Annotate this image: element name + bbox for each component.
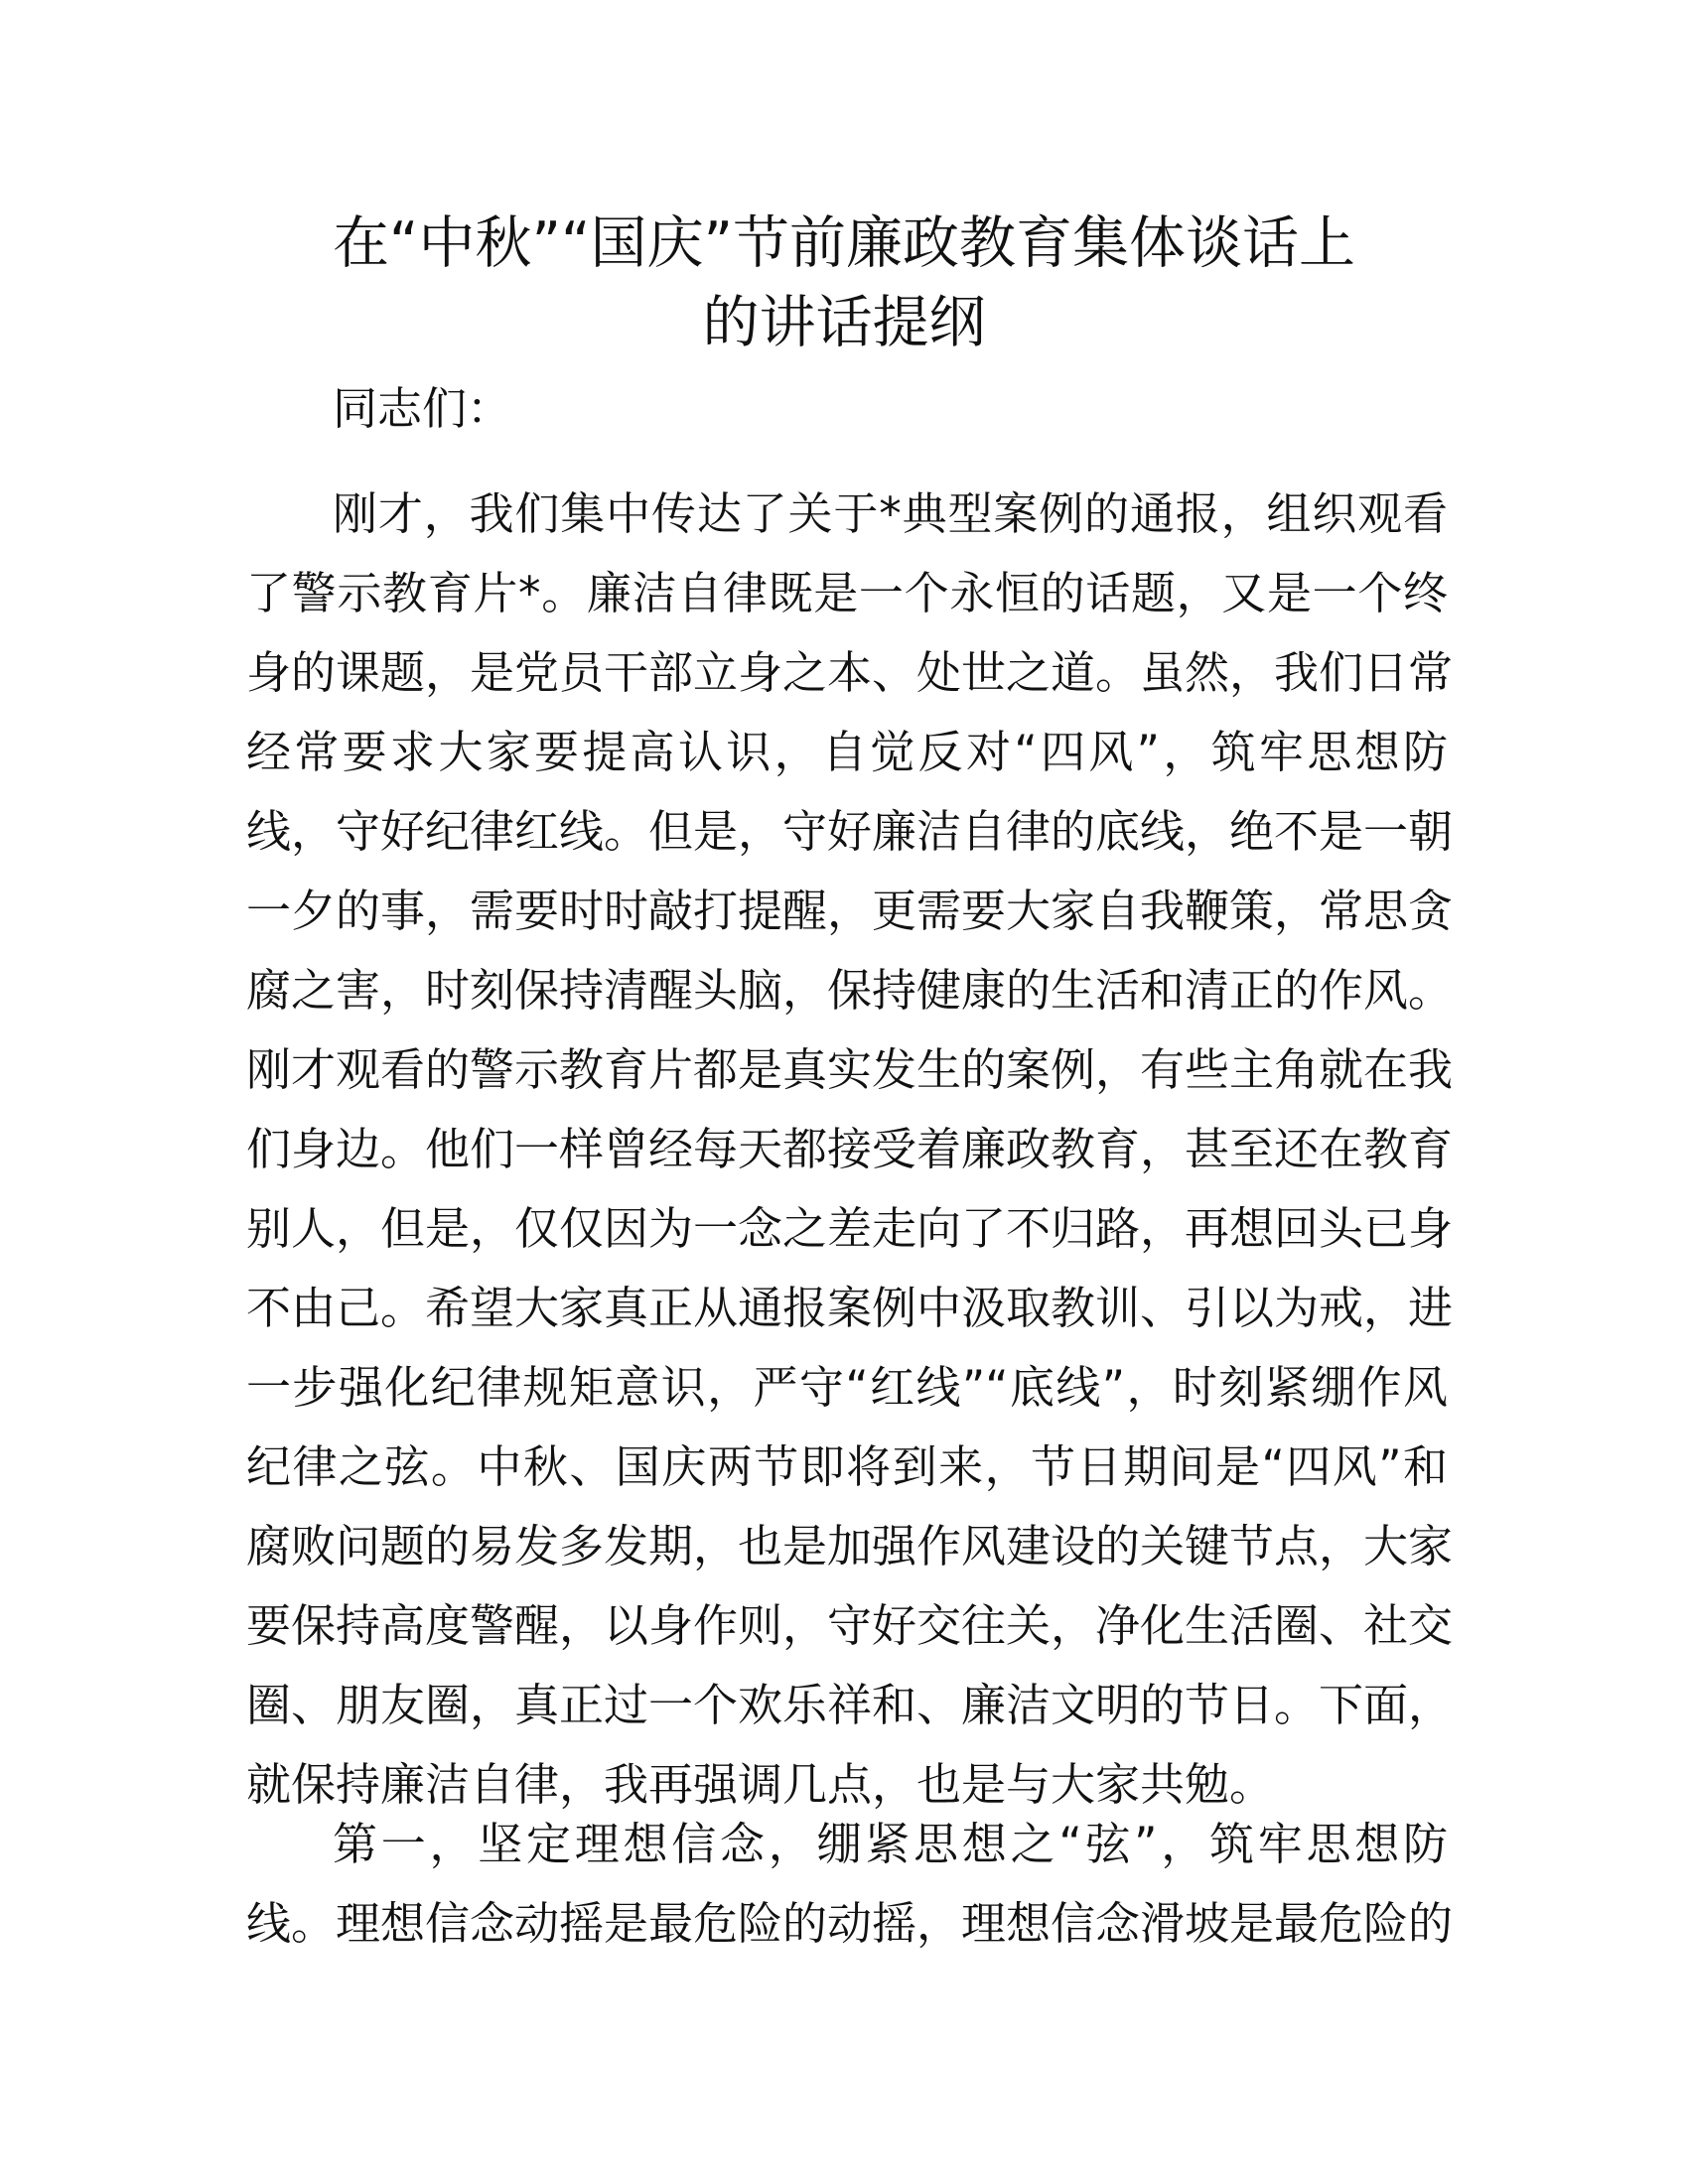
- title-line-2: 的讲话提纲: [702, 290, 986, 355]
- paragraph-line: 线，守好纪律红线。但是，守好廉洁自律的底线，绝不是一朝: [246, 805, 1454, 858]
- paragraph-line: 一步强化纪律规矩意识，严守“红线”“底线”，时刻紧绷作风: [246, 1361, 1448, 1414]
- paragraph-line: 身的课题，是党员干部立身之本、处世之道。虽然，我们日常: [246, 646, 1454, 699]
- paragraph-line: 圈、朋友圈，真正过一个欢乐祥和、廉洁文明的节日。下面，: [246, 1679, 1454, 1731]
- paragraph-line: 不由己。希望大家真正从通报案例中汲取教训、引以为戒，进: [246, 1282, 1454, 1334]
- paragraph-line: 刚才，我们集中传达了关于*典型案例的通报，组织观看: [333, 487, 1448, 540]
- paragraph-1: [246, 475, 1454, 1825]
- paragraph-line: 经常要求大家要提高认识，自觉反对“四风”，筑牢思想防: [246, 726, 1448, 778]
- paragraph-line: 们身边。他们一样曾经每天都接受着廉政教育，甚至还在教育: [246, 1123, 1454, 1175]
- paragraph-line: 别人，但是，仅仅因为一念之差走向了不归路，再想回头已身: [246, 1202, 1454, 1255]
- paragraph-line: 一夕的事，需要时时敲打提醒，更需要大家自我鞭策，常思贪: [246, 885, 1454, 937]
- salutation: 同志们：: [333, 382, 512, 435]
- title-line-1: 在“中秋”“国庆”节前廉政教育集体谈话上: [332, 210, 1356, 276]
- paragraph-line: 了警示教育片*。廉洁自律既是一个永恒的话题，又是一个终: [246, 567, 1448, 619]
- paragraph-line: 线。理想信念动摇是最危险的动摇，理想信念滑坡是最危险的: [246, 1897, 1454, 1950]
- paragraph-line: 就保持廉洁自律，我再强调几点，也是与大家共勉。: [246, 1758, 1275, 1811]
- paragraph-line: 腐之害，时刻保持清醒头脑，保持健康的生活和清正的作风。: [246, 964, 1454, 1017]
- paragraph-line: 刚才观看的警示教育片都是真实发生的案例，有些主角就在我: [246, 1043, 1454, 1096]
- paragraph-line: 腐败问题的易发多发期，也是加强作风建设的关键节点，大家: [246, 1520, 1454, 1572]
- paragraph-line: 要保持高度警醒，以身作则，守好交往关，净化生活圈、社交: [246, 1599, 1454, 1652]
- paragraph-line: 第一，坚定理想信念，绷紧思想之“弦”，筑牢思想防: [333, 1818, 1448, 1870]
- document-title: [238, 204, 1450, 362]
- paragraph-2: [246, 1805, 1454, 1964]
- paragraph-line: 纪律之弦。中秋、国庆两节即将到来，节日期间是“四风”和: [246, 1440, 1448, 1493]
